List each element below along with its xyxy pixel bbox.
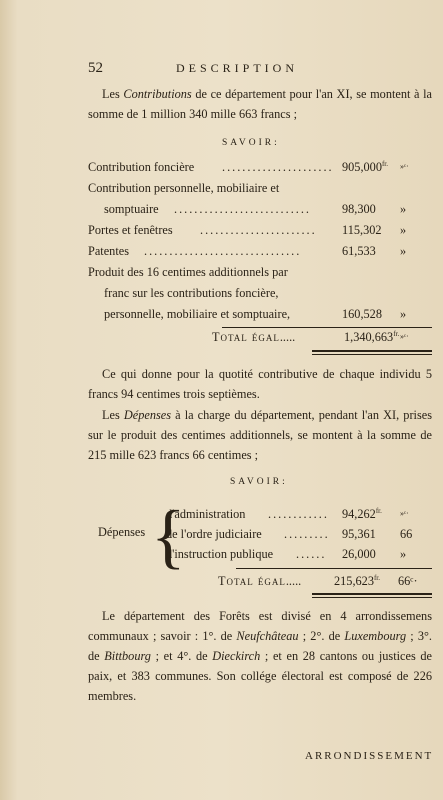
row-label: d'administration: [166, 507, 246, 521]
quotite-paragraph: Ce qui donne pour la quotité contributive de chaque individu 5 francs 94 centimes trois septièmes.: [88, 367, 432, 401]
double-rule-bottom: [312, 354, 432, 355]
arr-text-4: ; et 4°. de: [150, 649, 213, 663]
amount-unit: fr.: [375, 507, 382, 515]
row-amount: 95,361: [342, 527, 376, 541]
total-unit: fr.: [393, 330, 400, 338]
row-leader: .......................: [200, 223, 317, 237]
savoir-heading-1: SAVOIR:: [222, 138, 280, 148]
depense-row: [88, 547, 432, 567]
total-row-2: [218, 574, 301, 589]
intro-italic: Contributions: [123, 87, 192, 101]
row-label: Contribution foncière: [88, 160, 195, 174]
total-cents-2: 66ᶜ·: [398, 574, 418, 588]
arrondissements-paragraph: [88, 606, 432, 706]
intro-text-1: Les: [102, 87, 124, 101]
contribution-row: [88, 265, 432, 285]
row-leader: ......: [296, 547, 327, 561]
row-label: personnelle, mobiliaire et somptuaire,: [104, 307, 291, 321]
contribution-row: [88, 307, 432, 327]
contribution-row: [88, 202, 432, 222]
running-head: DESCRIPTION: [176, 61, 299, 75]
depense-row: [88, 527, 432, 547]
row-amount: [342, 507, 382, 522]
brace-icon: {: [151, 496, 186, 576]
contribution-row: [88, 286, 432, 306]
row-cents: »ᶜ·: [400, 509, 409, 518]
total-value: 215,623: [334, 574, 374, 589]
row-cents: »: [400, 202, 407, 216]
depenses-text-1: Les: [102, 408, 124, 422]
double-rule-top: [312, 350, 432, 352]
row-amount: [342, 160, 388, 175]
sum-rule: [222, 327, 432, 328]
row-label: Patentes: [88, 244, 129, 258]
row-cents: »: [400, 547, 407, 561]
row-label: franc sur les contributions foncière,: [104, 286, 279, 300]
page-number: 52: [88, 60, 103, 76]
row-leader: .........: [284, 527, 330, 541]
total-row-1: [212, 330, 295, 345]
row-cents: »: [400, 244, 407, 258]
depense-row: [88, 507, 432, 527]
arr-italic-3: Bittbourg: [104, 649, 151, 663]
row-cents: »: [400, 307, 407, 321]
amount-value: 94,262: [342, 507, 376, 522]
row-label: Portes et fenêtres: [88, 223, 173, 237]
total-value: 1,340,663: [344, 330, 394, 345]
row-amount: 160,528: [342, 307, 382, 321]
page-header: [88, 60, 428, 78]
catchword: ARRONDISSEMENT: [305, 750, 434, 762]
depenses-paragraph: [88, 405, 432, 465]
row-label: Contribution personnelle, mobiliaire et: [88, 181, 280, 195]
row-leader: ............: [268, 507, 329, 521]
contribution-row: [88, 244, 432, 264]
total-cents-1: »ᶜ·: [400, 332, 409, 341]
row-label: somptuaire: [104, 202, 159, 216]
total-amount-2: [334, 574, 380, 589]
row-leader: ...............................: [144, 244, 302, 258]
row-amount: 115,302: [342, 223, 382, 237]
row-amount: 26,000: [342, 547, 376, 561]
row-leader: ......................: [222, 160, 334, 174]
total-leader: .....: [279, 330, 296, 344]
arr-italic-1: Neufchâteau: [236, 629, 299, 643]
double-rule-top-2: [312, 593, 432, 595]
total-label: Total égal: [212, 330, 280, 344]
total-leader: .....: [285, 574, 302, 588]
total-label: Total égal: [218, 574, 286, 588]
arr-italic-4: Dieckirch: [212, 649, 261, 663]
row-label: Produit des 16 centimes additionnels par: [88, 265, 288, 279]
row-label: d'instruction publique: [166, 547, 274, 561]
row-cents: 66: [400, 527, 413, 541]
depenses-text-2: à la charge du département, pendant l'an XI, prises sur le produit des centimes additionnels, se montent à la somme de 215 mille 623 francs 66 centimes ;: [88, 408, 432, 462]
row-leader: ...........................: [174, 202, 312, 216]
row-cents: »ᶜ·: [400, 162, 409, 171]
intro-text-2: de ce département pour l'an XI, se montent à la somme de 1 million 340 mille 663 francs ;: [88, 87, 432, 121]
double-rule-bottom-2: [312, 597, 432, 598]
arr-text-2: ; 2°. de: [298, 629, 345, 643]
arr-text-3: ; 3°. de: [88, 629, 432, 663]
amount-unit: fr.: [381, 160, 388, 168]
depenses-label: Dépenses: [98, 525, 146, 539]
total-unit: fr.: [373, 574, 380, 582]
savoir-heading-2: SAVOIR:: [230, 477, 288, 487]
row-cents: »: [400, 223, 407, 237]
total-amount-1: [344, 330, 399, 345]
contribution-row: [88, 181, 432, 201]
depenses-italic: Dépenses: [123, 408, 171, 422]
arr-text-1: Le département des Forêts est divisé en 4 arrondissemens communaux ; savoir : 1°. de: [88, 609, 432, 643]
arr-italic-2: Luxembourg: [344, 629, 407, 643]
contributions-intro: [88, 84, 432, 124]
amount-value: 905,000: [342, 160, 382, 175]
row-amount: 98,300: [342, 202, 376, 216]
contribution-row: [88, 223, 432, 243]
row-amount: 61,533: [342, 244, 376, 258]
arr-text-5: ; et en 28 cantons ou justices de paix, et 383 communes. Son collége électoral est composé de 226 membres.: [88, 649, 432, 703]
sum-rule-2: [236, 568, 432, 569]
contribution-row: [88, 160, 432, 180]
row-label: de l'ordre judiciaire: [166, 527, 262, 541]
